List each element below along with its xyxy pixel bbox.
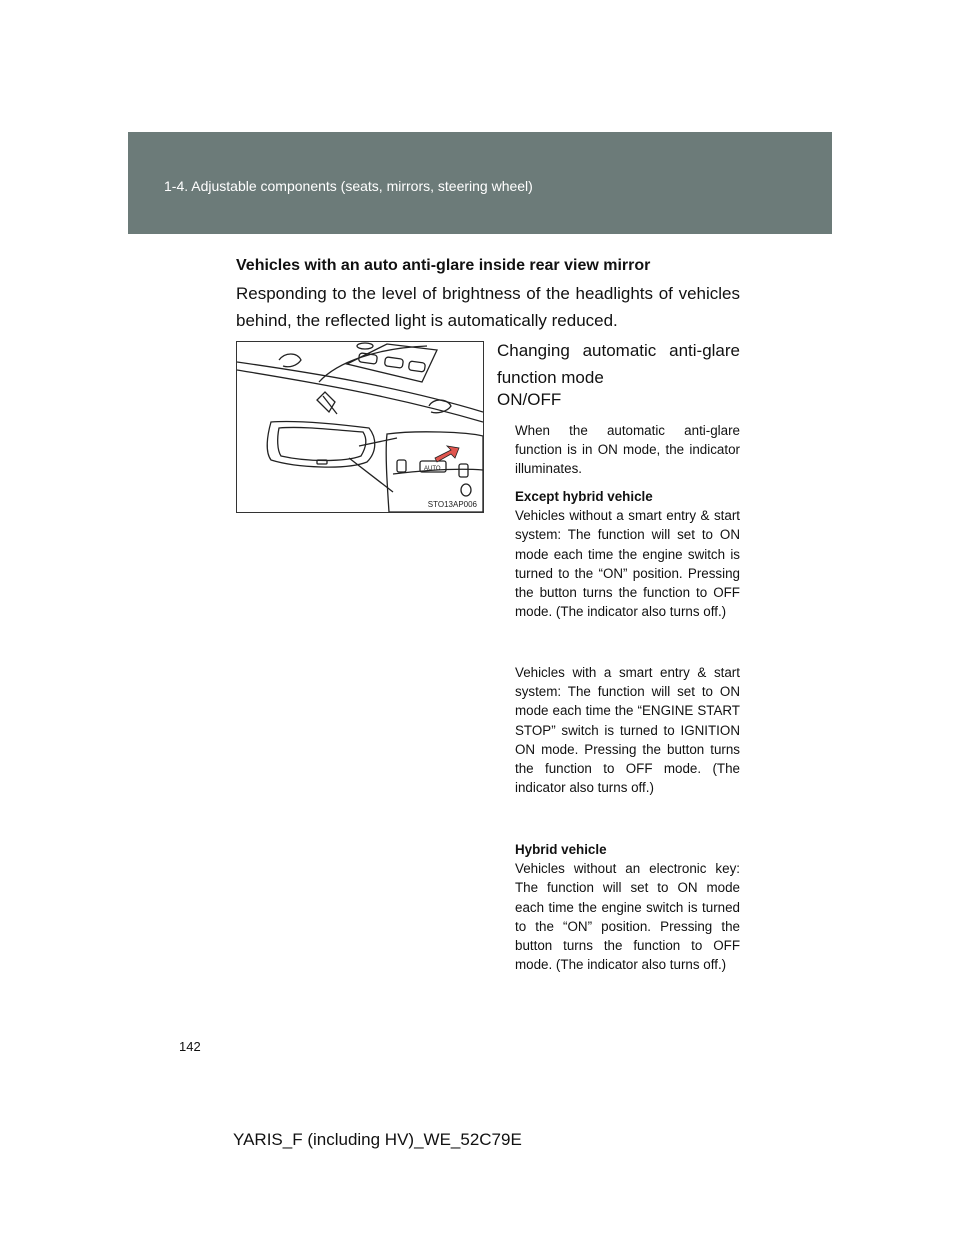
note-except-hybrid xyxy=(515,487,740,621)
figure-code: STO13AP006 xyxy=(427,500,477,509)
smart-entry-body: Vehicles with a smart entry & start system: The function will set to ON mode each time the “ENGINE START STOP” switch is turned to IGNITION ON mode. Pressing the button turns the function to OFF mode. (The indicator also turns off.) xyxy=(515,665,740,796)
except-hybrid-body: Vehicles without a smart entry & start system: The function will set to ON mode each time the engine switch is turned to the “ON” position. Pressing the button turns the function to OFF mode. (The indicator also turns off.) xyxy=(515,508,740,620)
mirror-illustration xyxy=(236,341,484,513)
note-indicator xyxy=(515,421,740,479)
footer-model-code: YARIS_F (including HV)_WE_52C79E xyxy=(233,1130,522,1149)
except-hybrid-heading: Except hybrid vehicle xyxy=(515,489,653,504)
hybrid-body: Vehicles without an electronic key: The function will set to ON mode each time the engine switch is turned to the “ON” position. Pressing the button turns the function to OFF mode. (The indicator also turns off.) xyxy=(515,861,740,973)
step-label: ON/OFF xyxy=(497,390,562,409)
step-title: Changing automatic anti-glare function mode xyxy=(497,341,740,387)
mirror-drawing xyxy=(237,342,483,512)
header-band xyxy=(128,132,832,234)
section-breadcrumb: 1-4. Adjustable components (seats, mirrors, steering wheel) xyxy=(164,178,533,194)
intro-paragraph: Responding to the level of brightness of the headlights of vehicles behind, the reflected light is automatically reduced. xyxy=(236,284,740,330)
note-hybrid xyxy=(515,840,740,974)
hybrid-heading: Hybrid vehicle xyxy=(515,842,607,857)
page-number: 142 xyxy=(179,1039,201,1054)
note-indicator-text: When the automatic anti-glare function is in ON mode, the indicator illuminates. xyxy=(515,423,740,477)
note-smart-entry xyxy=(515,663,740,797)
auto-button-label: AUTO xyxy=(424,466,441,472)
section-heading: Vehicles with an auto anti-glare inside rear view mirror xyxy=(236,257,651,274)
